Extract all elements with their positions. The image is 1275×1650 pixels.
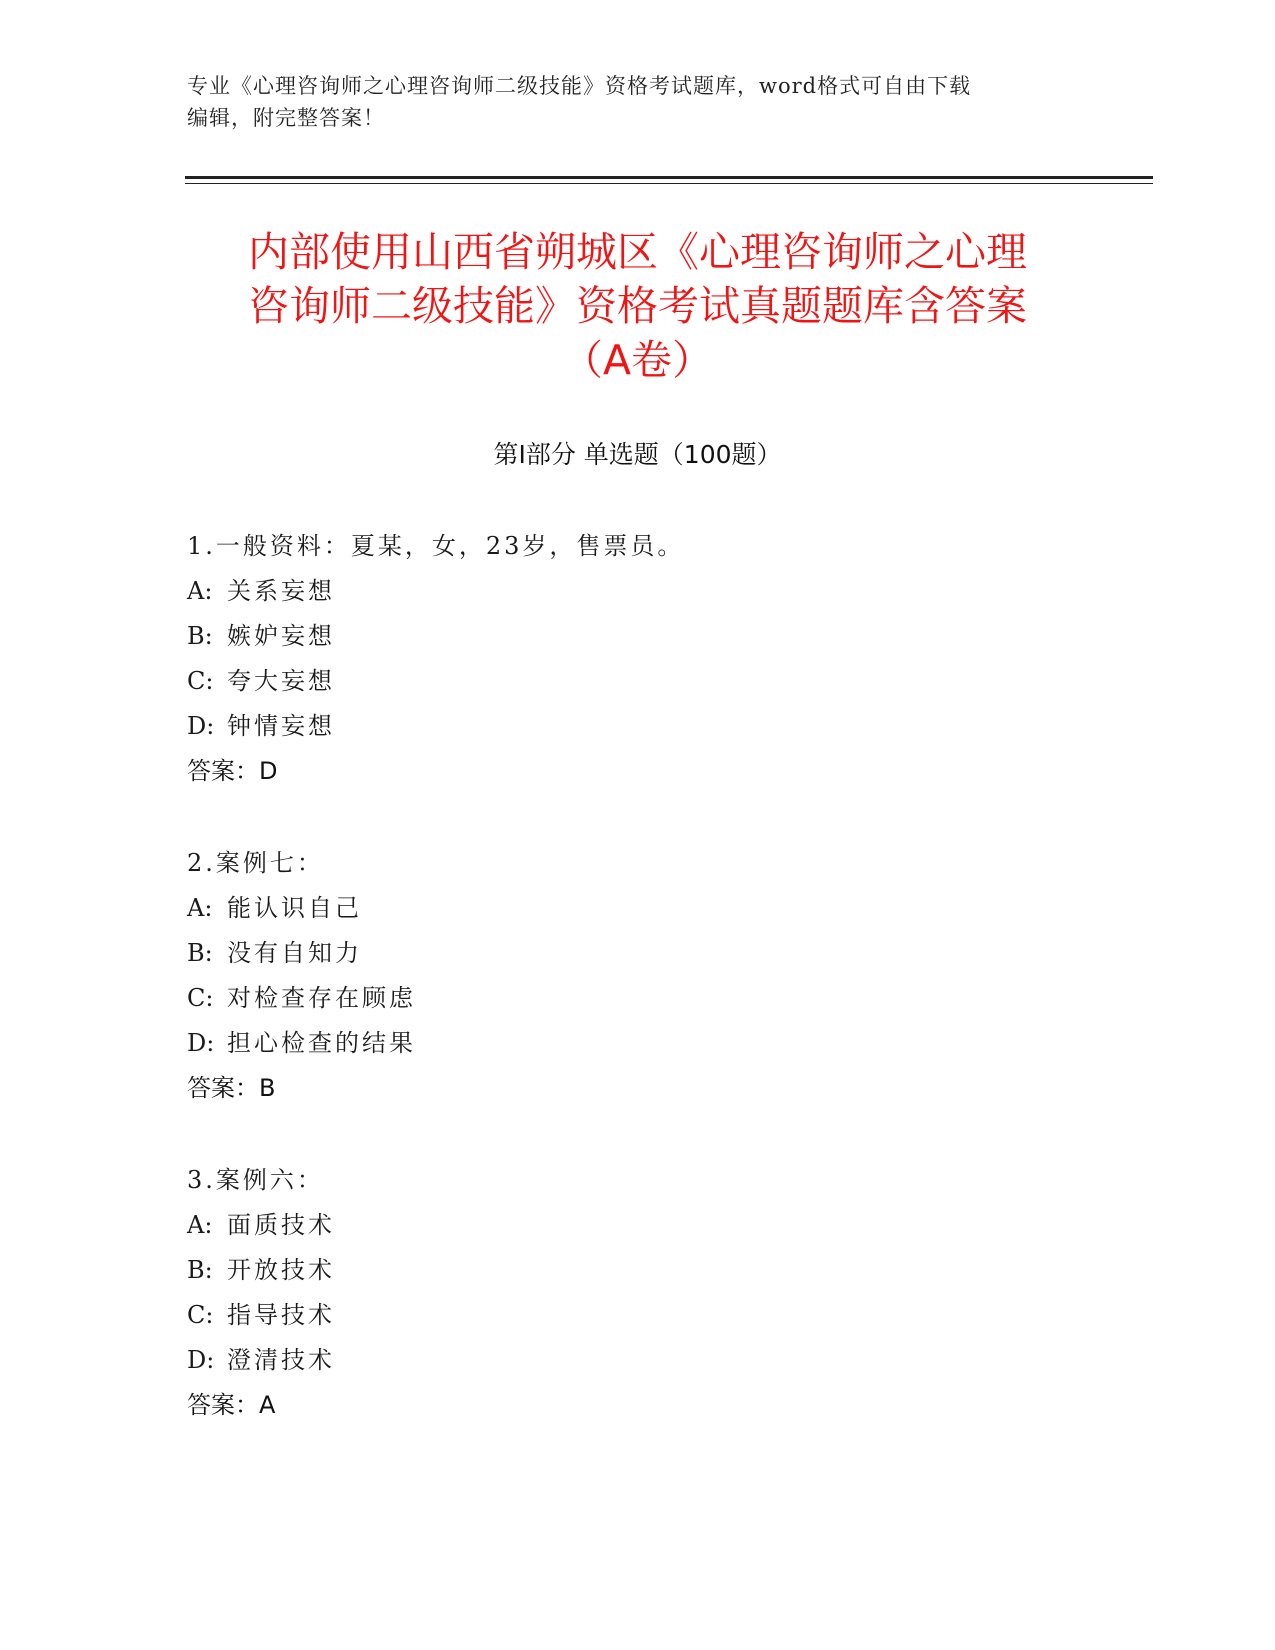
option-letter: A: [187,577,213,605]
document-title-line-2: 咨询师二级技能》资格考试真题题库含答案 [248,282,1027,330]
question-stem: 1.一般资料：夏某，女，23岁，售票员。 [187,532,685,560]
option-a [187,886,1087,931]
header-divider-thin [185,183,1153,184]
section-heading: 第Ⅰ部分 单选题（100题） [493,440,782,469]
question-stem: 2.案例七： [187,849,324,877]
option-text: 指导技术 [227,1301,335,1329]
option-letter: D: [187,712,215,740]
option-d [187,704,1087,749]
option-letter: D: [187,1346,215,1374]
answer-line: 答案：D [187,757,278,785]
question-2 [187,841,1087,1111]
option-b [187,614,1087,659]
option-letter: B: [187,622,213,650]
option-b [187,931,1087,976]
option-text: 对检查存在顾虑 [227,984,416,1012]
option-text: 面质技术 [227,1211,335,1239]
option-text: 担心检查的结果 [227,1029,416,1057]
question-3 [187,1158,1087,1428]
option-letter: A: [187,894,213,922]
answer-line: 答案：A [187,1391,276,1419]
option-letter: B: [187,1256,213,1284]
option-letter: C: [187,984,214,1012]
option-letter: B: [187,939,213,967]
option-text: 能认识自己 [227,894,362,922]
answer-line: 答案：B [187,1074,276,1102]
option-text: 夸大妄想 [227,667,335,695]
document-title-line-1: 内部使用山西省朔城区《心理咨询师之心理 [248,228,1027,276]
header-note-line-1: 专业《心理咨询师之心理咨询师二级技能》资格考试题库，word格式可自由下载 [187,74,972,98]
option-d [187,1021,1087,1066]
header-note-line-2: 编辑，附完整答案！ [187,106,385,130]
option-letter: D: [187,1029,215,1057]
question-list [187,524,1087,1475]
option-text: 开放技术 [227,1256,335,1284]
option-c [187,1293,1087,1338]
document-title [160,225,1115,387]
question-stem: 3.案例六： [187,1166,324,1194]
option-text: 钟情妄想 [227,712,335,740]
option-b [187,1248,1087,1293]
option-letter: A: [187,1211,213,1239]
option-text: 关系妄想 [227,577,335,605]
option-a [187,1203,1087,1248]
question-1 [187,524,1087,794]
option-a [187,569,1087,614]
option-text: 澄清技术 [227,1346,335,1374]
option-letter: C: [187,667,214,695]
header-divider-thick [185,176,1153,179]
option-c [187,976,1087,1021]
document-title-line-3: （A卷） [561,336,714,384]
option-c [187,659,1087,704]
header-note [187,70,1067,134]
option-letter: C: [187,1301,214,1329]
option-text: 没有自知力 [227,939,362,967]
option-d [187,1338,1087,1383]
option-text: 嫉妒妄想 [227,622,335,650]
